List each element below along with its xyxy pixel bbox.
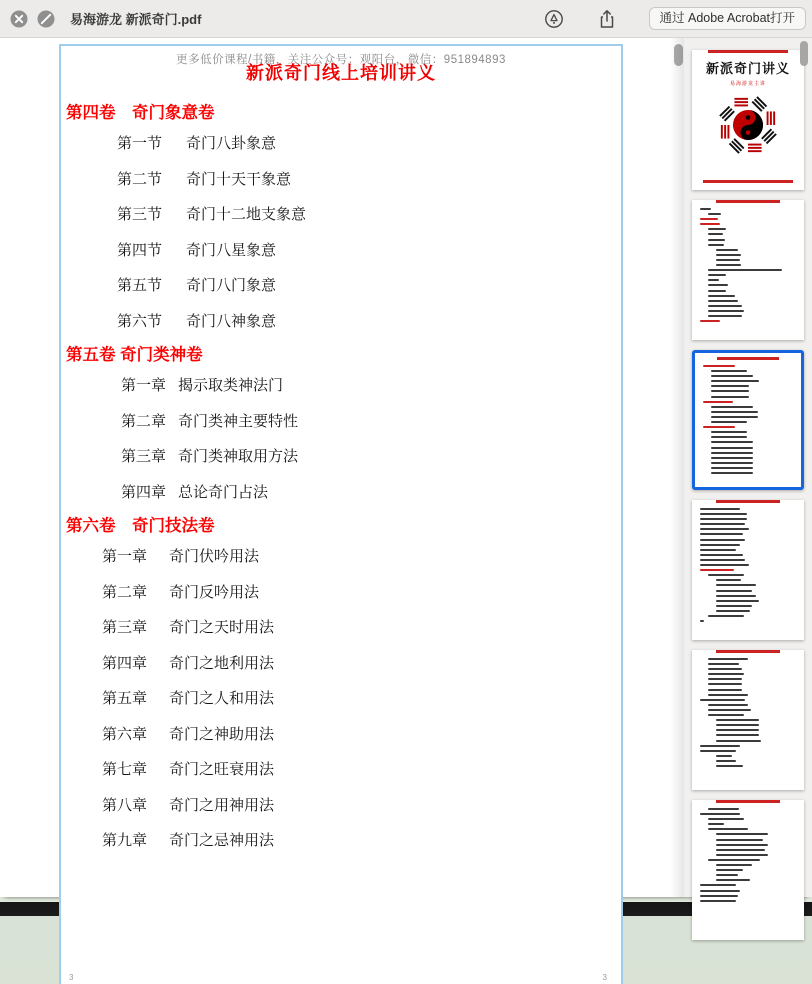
- thumb-text-line: [716, 595, 756, 597]
- thumb-text-line: [716, 765, 743, 767]
- toc-item: [61, 687, 621, 707]
- thumb-text-line: [716, 740, 761, 742]
- item-label: 第三章: [102, 619, 148, 636]
- thumb-text-line: [700, 523, 745, 525]
- thumb-text-line: [711, 406, 753, 408]
- item-label: 第六节: [117, 312, 163, 330]
- thumb-text-line: [708, 818, 744, 820]
- thumb-text-line: [708, 823, 724, 825]
- thumb-text-line: [711, 416, 758, 418]
- thumb-text-line: [711, 380, 759, 382]
- item-label: 第一章: [102, 548, 148, 565]
- thumb-text-line: [708, 244, 724, 246]
- thumb-text-line: [711, 370, 747, 372]
- thumb-text-line: [716, 259, 740, 261]
- thumb-text-line: [708, 673, 744, 675]
- item-text: 奇门伏吟用法: [169, 548, 260, 565]
- item-text: 奇门十二地支象意: [186, 206, 307, 223]
- item-label: 第三章: [121, 448, 167, 465]
- toc-item: [61, 374, 621, 394]
- item-label: 第四章: [102, 654, 148, 672]
- toc-item: [61, 445, 621, 465]
- volume-heading: 第五卷 奇门类神卷: [66, 346, 203, 364]
- thumb-text-line: [708, 859, 760, 861]
- thumb-text-line: [716, 839, 763, 841]
- thumb-header-bar: [716, 500, 781, 503]
- thumb-text-line: [716, 729, 759, 731]
- cover-footer-bar: [703, 180, 793, 183]
- thumb-text-line: [700, 518, 747, 520]
- cover-title: 新派奇门讲义: [705, 61, 790, 76]
- item-text: 奇门之旺衰用法: [169, 761, 275, 778]
- toc-item: [61, 274, 621, 294]
- toc-item: [61, 794, 621, 814]
- thumb-text-line: [708, 808, 739, 810]
- thumb-text-line: [700, 569, 734, 571]
- thumb-header-bar: [717, 357, 778, 360]
- thumb-text-line: [700, 223, 720, 225]
- thumb-text-line: [716, 719, 759, 721]
- thumbnail-page[interactable]: [692, 800, 804, 940]
- thumb-text-line: [711, 396, 749, 398]
- thumb-text-line: [708, 678, 742, 680]
- toc-item: [61, 581, 621, 601]
- thumb-text-line: [700, 890, 740, 892]
- item-text: 奇门八星象意: [186, 241, 277, 259]
- thumb-text-line: [700, 513, 747, 515]
- thumb-text-line: [700, 564, 749, 566]
- thumb-text-line: [708, 828, 748, 830]
- thumb-text-line: [708, 213, 721, 215]
- thumb-text-line: [711, 447, 753, 449]
- thumb-text-line: [708, 269, 782, 271]
- thumbnail-cover[interactable]: [692, 50, 804, 190]
- thumb-text-line: [711, 452, 753, 454]
- thumb-text-line: [708, 683, 742, 685]
- thumb-text-line: [700, 539, 745, 541]
- item-label: 第一节: [117, 135, 163, 152]
- thumb-text-line: [708, 315, 742, 317]
- thumb-text-line: [703, 426, 735, 428]
- thumb-text-line: [708, 668, 742, 670]
- thumb-text-line: [716, 249, 738, 251]
- thumb-text-line: [711, 462, 753, 464]
- thumb-text-line: [708, 714, 744, 716]
- toc-item: [61, 758, 621, 778]
- thumb-text-line: [700, 699, 745, 701]
- item-text: 奇门之神助用法: [169, 725, 275, 743]
- item-text: 总论奇门占法: [178, 483, 269, 501]
- thumb-text-line: [700, 559, 745, 561]
- thumbnail-page[interactable]: [692, 200, 804, 340]
- toc-item: [61, 168, 621, 188]
- thumbnail-sidebar: [684, 38, 812, 897]
- thumb-text-line: [700, 320, 720, 322]
- thumb-text-line: [716, 760, 736, 762]
- thumb-text-line: [716, 854, 768, 856]
- pdf-page: [59, 44, 623, 984]
- markup-icon[interactable]: [543, 8, 565, 30]
- thumb-text-line: [700, 208, 711, 210]
- share-icon[interactable]: [596, 8, 618, 30]
- thumb-header-bar: [716, 800, 781, 803]
- thumb-text-line: [708, 274, 726, 276]
- item-text: 奇门之天时用法: [169, 619, 275, 636]
- thumb-text-line: [700, 554, 743, 556]
- thumb-text-line: [708, 694, 748, 696]
- thumb-text-line: [716, 864, 752, 866]
- thumb-text-line: [708, 279, 719, 281]
- thumb-text-line: [716, 874, 738, 876]
- toc-item: [61, 652, 621, 672]
- item-label: 第七章: [102, 761, 148, 778]
- window-title: 易海游龙 新派奇门.pdf: [70, 12, 202, 27]
- sidebar-scrollbar[interactable]: [800, 41, 808, 66]
- thumb-text-line: [716, 869, 743, 871]
- thumb-text-line: [716, 264, 741, 266]
- thumb-text-line: [700, 884, 736, 886]
- cover-header-bar: [708, 50, 789, 53]
- item-label: 第五节: [117, 277, 163, 294]
- thumb-text-line: [708, 663, 739, 665]
- thumb-text-line: [711, 467, 753, 469]
- item-text: 奇门十天干象意: [186, 170, 292, 188]
- thumb-text-line: [708, 239, 725, 241]
- cover-subtitle: 易海游龙主讲: [729, 81, 766, 87]
- thumb-text-line: [700, 895, 738, 897]
- volume-heading: 第六卷 奇门技法卷: [66, 517, 215, 535]
- thumb-text-line: [708, 305, 742, 307]
- thumb-text-line: [711, 421, 747, 423]
- item-text: 奇门八神象意: [186, 312, 277, 330]
- thumb-text-line: [708, 233, 723, 235]
- thumb-text-line: [716, 844, 768, 846]
- item-text: 奇门八卦象意: [186, 135, 277, 152]
- item-label: 第八章: [102, 796, 148, 814]
- thumb-text-line: [711, 411, 758, 413]
- item-text: 奇门类神主要特性: [178, 412, 299, 430]
- open-in-acrobat-button[interactable]: 通过 Adobe Acrobat打开: [649, 7, 806, 30]
- item-text: 奇门之人和用法: [169, 690, 275, 707]
- thumb-text-line: [708, 709, 751, 711]
- page-number-left: 3: [69, 973, 74, 982]
- toc-item: [61, 203, 621, 223]
- item-label: 第四节: [117, 241, 163, 259]
- toc-volume: [61, 516, 621, 849]
- thumb-header-bar: [716, 650, 781, 653]
- thumb-text-line: [708, 284, 728, 286]
- thumb-text-line: [700, 218, 718, 220]
- main-area: [0, 38, 812, 982]
- thumb-text-line: [708, 310, 744, 312]
- item-label: 第三节: [117, 206, 163, 223]
- thumb-text-line: [708, 574, 744, 576]
- thumb-text-line: [711, 441, 753, 443]
- thumb-text-line: [708, 704, 748, 706]
- toc-item: [61, 829, 621, 849]
- item-label: 第九章: [102, 832, 148, 849]
- toc-item: [61, 481, 621, 501]
- toc-item: [61, 616, 621, 636]
- toc-item: [61, 545, 621, 565]
- toc-item: [61, 239, 621, 259]
- toc-item: [61, 132, 621, 152]
- item-text: 奇门八门象意: [186, 277, 277, 294]
- volume-heading: 第四卷 奇门象意卷: [66, 104, 215, 122]
- thumb-text-line: [716, 605, 752, 607]
- thumb-text-line: [716, 254, 741, 256]
- thumb-text-line: [708, 290, 726, 292]
- thumb-text-line: [700, 544, 740, 546]
- toc-item: [61, 410, 621, 430]
- thumb-text-line: [716, 849, 765, 851]
- item-text: 奇门之地利用法: [169, 654, 275, 672]
- item-label: 第四章: [121, 483, 167, 501]
- item-label: 第六章: [102, 725, 148, 743]
- item-text: 揭示取类神法门: [178, 377, 284, 394]
- thumb-text-line: [716, 584, 756, 586]
- thumb-text-line: [711, 472, 753, 474]
- thumb-text-line: [708, 658, 748, 660]
- thumb-text-line: [700, 745, 740, 747]
- content-scrollbar[interactable]: [674, 44, 683, 66]
- toc-item: [61, 723, 621, 743]
- thumb-text-line: [700, 533, 743, 535]
- toc-item: [61, 310, 621, 330]
- toc: [61, 90, 621, 865]
- thumb-text-line: [708, 689, 742, 691]
- item-label: 第二章: [121, 412, 167, 430]
- thumb-text-line: [703, 401, 733, 403]
- thumb-text-line: [700, 750, 736, 752]
- toc-volume: [61, 345, 621, 501]
- thumb-text-line: [708, 300, 738, 302]
- thumbnail-list: [684, 38, 812, 897]
- item-label: 第二节: [117, 170, 163, 188]
- thumb-text-line: [708, 228, 726, 230]
- item-text: 奇门反吟用法: [169, 583, 260, 601]
- thumb-text-line: [700, 900, 736, 902]
- thumb-text-line: [700, 620, 704, 622]
- thumbnail-page-selected[interactable]: [692, 350, 804, 490]
- thumb-text-line: [711, 457, 753, 459]
- titlebar: [0, 0, 812, 38]
- thumb-text-line: [711, 375, 753, 377]
- thumb-text-line: [711, 390, 749, 392]
- toc-volume: [61, 103, 621, 330]
- thumb-text-line: [700, 549, 736, 551]
- prohibit-icon[interactable]: [37, 10, 55, 28]
- thumb-header-bar: [716, 200, 781, 203]
- thumb-text-line: [700, 528, 749, 530]
- thumb-text-line: [716, 600, 759, 602]
- thumb-text-line: [716, 590, 752, 592]
- document-title: 新派奇门线上培训讲义: [246, 63, 436, 83]
- thumb-text-line: [711, 431, 747, 433]
- thumb-text-line: [703, 365, 735, 367]
- thumb-text-line: [716, 879, 750, 881]
- item-label: 第五章: [102, 690, 148, 707]
- item-label: 第二章: [102, 583, 148, 601]
- item-label: 第一章: [121, 377, 167, 394]
- thumb-text-line: [716, 734, 759, 736]
- thumb-text-line: [711, 436, 747, 438]
- thumb-text-line: [711, 385, 749, 387]
- thumb-text-line: [716, 755, 732, 757]
- thumbnail-page[interactable]: [692, 500, 804, 640]
- page-number-right: 3: [602, 973, 607, 982]
- watermark-text: 更多低价课程/书籍，关注公众号：观阳台，微信：951894893: [176, 54, 506, 66]
- item-text: 奇门类神取用方法: [178, 448, 299, 465]
- thumbnail-page[interactable]: [692, 650, 804, 790]
- thumb-text-line: [708, 615, 744, 617]
- item-text: 奇门之用神用法: [169, 796, 275, 814]
- thumb-text-line: [700, 813, 740, 815]
- thumb-text-line: [716, 610, 750, 612]
- thumb-text-line: [708, 295, 735, 297]
- item-text: 奇门之忌神用法: [169, 832, 275, 849]
- pdf-viewport[interactable]: [0, 38, 684, 982]
- bagua-icon: [717, 94, 779, 156]
- thumb-text-line: [716, 724, 759, 726]
- close-button[interactable]: [10, 10, 28, 28]
- thumb-text-line: [700, 508, 740, 510]
- thumb-text-line: [716, 579, 741, 581]
- thumb-text-line: [716, 833, 768, 835]
